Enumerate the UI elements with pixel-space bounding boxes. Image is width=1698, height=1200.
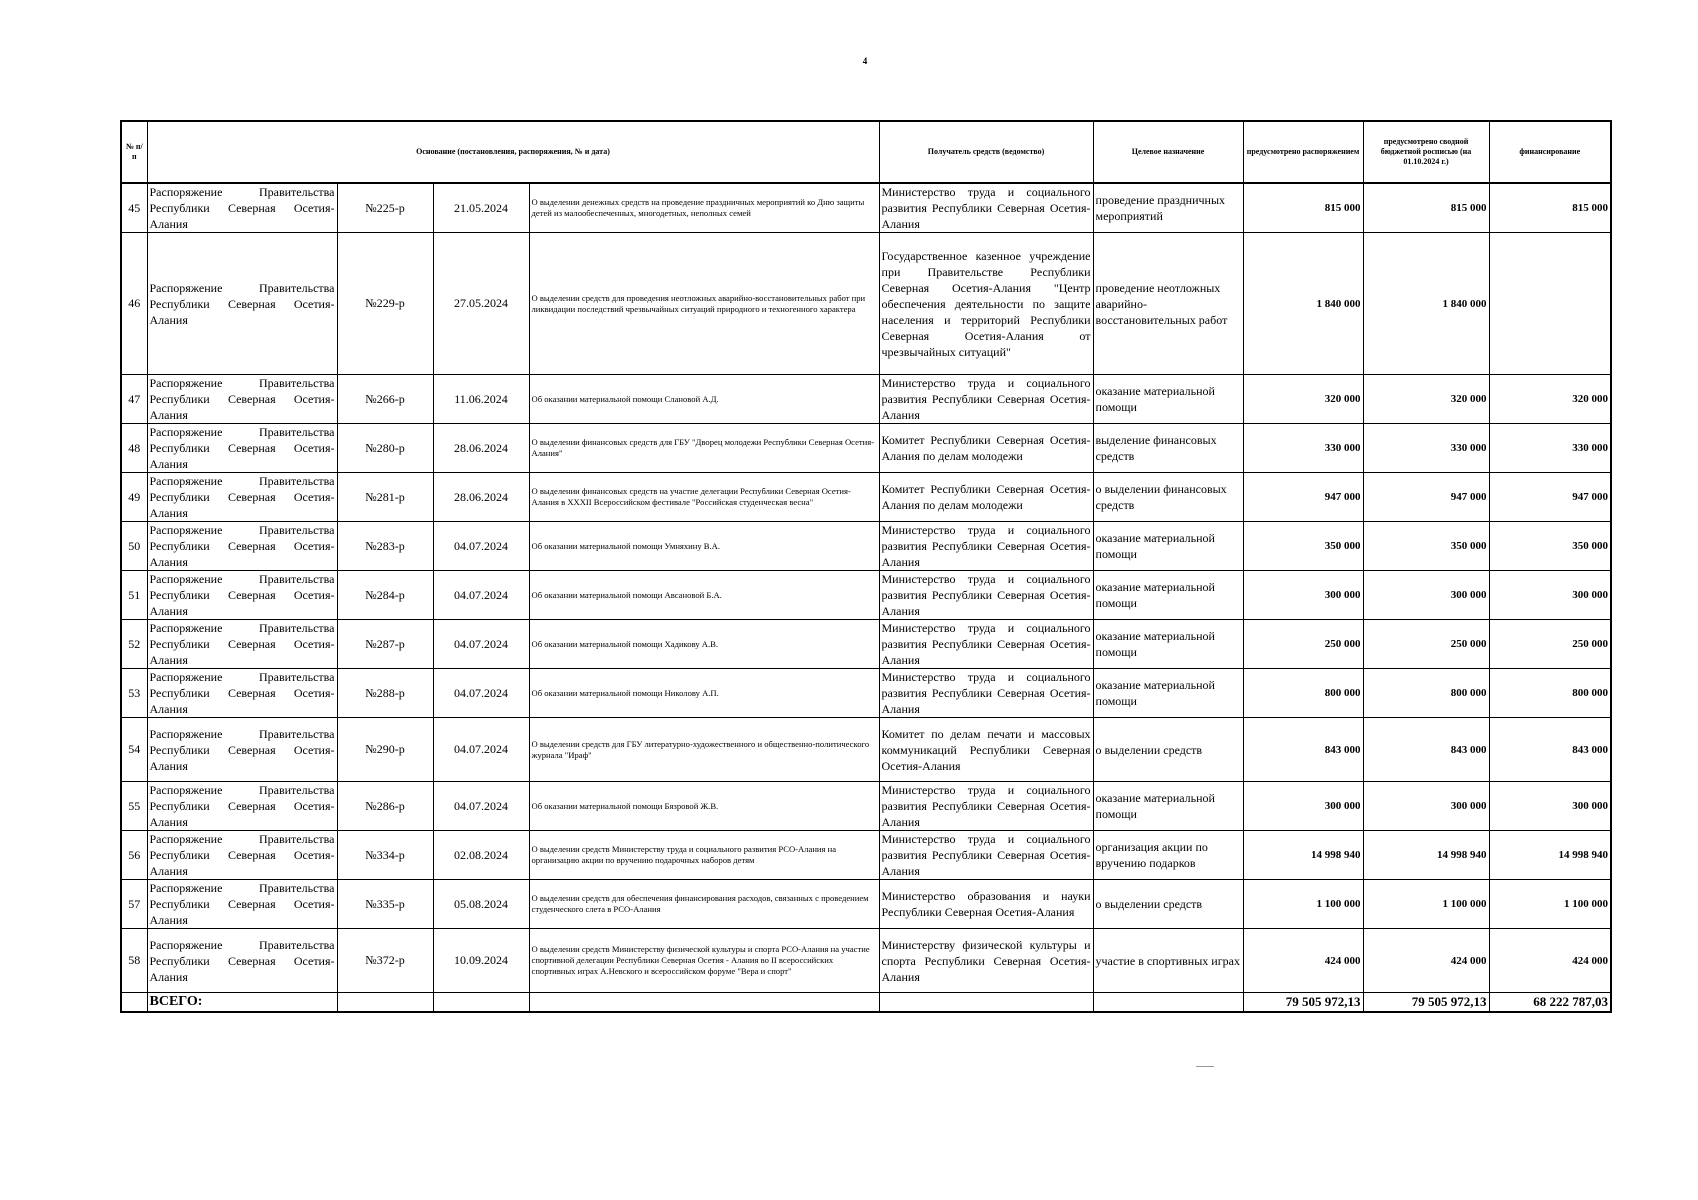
row-date: 04.07.2024 (433, 522, 529, 571)
row-basis: Распоряжение Правительства Республики Северная Осетия-Алания (147, 782, 337, 831)
row-basis: Распоряжение Правительства Республики Северная Осетия-Алания (147, 831, 337, 880)
row-date: 04.07.2024 (433, 620, 529, 669)
row-basis: Распоряжение Правительства Республики Северная Осетия-Алания (147, 183, 337, 233)
row-recipient: Министерство образования и науки Республики Северная Осетия-Алания (879, 880, 1093, 929)
row-planned-budget: 350 000 (1363, 522, 1489, 571)
row-date: 05.08.2024 (433, 880, 529, 929)
total-empty-date (433, 993, 529, 1013)
row-recipient: Государственное казенное учреждение при Правительстве Республики Северная Осетия-Алания "Центр обеспечения деятельности по защите населения и территорий Республики Северная Осетия-Алания от чрезвычайных ситуаций" (879, 233, 1093, 375)
row-recipient: Министерство труда и социального развития Республики Северная Осетия-Алания (879, 183, 1093, 233)
row-order: №284-р (337, 571, 433, 620)
header-planned-budget: предусмотрено сводной бюджетной росписью (на 01.10.2024 г.) (1363, 121, 1489, 183)
row-basis: Распоряжение Правительства Республики Северная Осетия-Алания (147, 522, 337, 571)
row-planned-budget: 330 000 (1363, 424, 1489, 473)
row-purpose: выделение финансовых средств (1093, 424, 1243, 473)
row-planned-budget: 300 000 (1363, 571, 1489, 620)
row-financing: 330 000 (1489, 424, 1611, 473)
row-financing: 250 000 (1489, 620, 1611, 669)
row-basis: Распоряжение Правительства Республики Северная Осетия-Алания (147, 571, 337, 620)
row-date: 11.06.2024 (433, 375, 529, 424)
row-purpose: оказание материальной помощи (1093, 620, 1243, 669)
row-planned-order: 1 100 000 (1243, 880, 1363, 929)
table-row (121, 183, 1611, 233)
row-order: №287-р (337, 620, 433, 669)
row-purpose: о выделении средств (1093, 880, 1243, 929)
row-planned-order: 350 000 (1243, 522, 1363, 571)
header-recipient: Получатель средств (ведомство) (879, 121, 1093, 183)
total-planned-order: 79 505 972,13 (1243, 993, 1363, 1013)
row-purpose: проведение праздничных мероприятий (1093, 183, 1243, 233)
row-purpose: оказание материальной помощи (1093, 782, 1243, 831)
total-planned-budget: 79 505 972,13 (1363, 993, 1489, 1013)
row-recipient: Министерство труда и социального развития Республики Северная Осетия-Алания (879, 375, 1093, 424)
row-order: №225-р (337, 183, 433, 233)
row-date: 04.07.2024 (433, 669, 529, 718)
row-basis: Распоряжение Правительства Республики Северная Осетия-Алания (147, 929, 337, 993)
row-financing (1489, 233, 1611, 375)
row-recipient: Министерство труда и социального развития Республики Северная Осетия-Алания (879, 571, 1093, 620)
row-num: 47 (121, 375, 147, 424)
row-order: №290-р (337, 718, 433, 782)
row-purpose: оказание материальной помощи (1093, 375, 1243, 424)
row-num: 57 (121, 880, 147, 929)
row-order: №280-р (337, 424, 433, 473)
total-label: ВСЕГО: (147, 993, 337, 1013)
row-num: 53 (121, 669, 147, 718)
row-planned-budget: 250 000 (1363, 620, 1489, 669)
row-order: №288-р (337, 669, 433, 718)
row-date: 28.06.2024 (433, 424, 529, 473)
row-date: 28.06.2024 (433, 473, 529, 522)
row-planned-order: 424 000 (1243, 929, 1363, 993)
row-planned-budget: 947 000 (1363, 473, 1489, 522)
table-row (121, 669, 1611, 718)
row-financing: 815 000 (1489, 183, 1611, 233)
row-num: 58 (121, 929, 147, 993)
row-order: №286-р (337, 782, 433, 831)
total-financing: 68 222 787,03 (1489, 993, 1611, 1013)
row-num: 56 (121, 831, 147, 880)
row-planned-order: 250 000 (1243, 620, 1363, 669)
row-order: №372-р (337, 929, 433, 993)
row-description: О выделении финансовых средств для ГБУ "Дворец молодежи Республики Северная Осетия-Алания" (529, 424, 879, 473)
total-empty-order (337, 993, 433, 1013)
table-row (121, 473, 1611, 522)
row-description: Об оказании материальной помощи Николову А.П. (529, 669, 879, 718)
row-financing: 800 000 (1489, 669, 1611, 718)
header-num: № п/п (121, 121, 147, 183)
row-date: 21.05.2024 (433, 183, 529, 233)
row-purpose: оказание материальной помощи (1093, 669, 1243, 718)
row-num: 51 (121, 571, 147, 620)
total-empty-recipient (879, 993, 1093, 1013)
row-recipient: Комитет Республики Северная Осетия-Алания по делам молодежи (879, 424, 1093, 473)
row-description: О выделении денежных средств на проведение праздничных мероприятий ко Дню защиты детей из малообеспеченных, многодетных, неполных семей (529, 183, 879, 233)
table-row (121, 880, 1611, 929)
row-purpose: о выделении средств (1093, 718, 1243, 782)
row-recipient: Министерство труда и социального развития Республики Северная Осетия-Алания (879, 522, 1093, 571)
row-planned-order: 947 000 (1243, 473, 1363, 522)
header-purpose: Целевое назначение (1093, 121, 1243, 183)
table-row (121, 522, 1611, 571)
row-planned-order: 843 000 (1243, 718, 1363, 782)
row-planned-budget: 14 998 940 (1363, 831, 1489, 880)
row-basis: Распоряжение Правительства Республики Северная Осетия-Алания (147, 718, 337, 782)
row-num: 52 (121, 620, 147, 669)
table-body (121, 183, 1611, 993)
row-date: 04.07.2024 (433, 782, 529, 831)
row-date: 02.08.2024 (433, 831, 529, 880)
total-empty-purpose (1093, 993, 1243, 1013)
budget-table (120, 120, 1612, 1013)
row-planned-order: 300 000 (1243, 782, 1363, 831)
header-planned-order: предусмотрено распоряжением (1243, 121, 1363, 183)
row-recipient: Комитет Республики Северная Осетия-Алания по делам молодежи (879, 473, 1093, 522)
row-planned-budget: 800 000 (1363, 669, 1489, 718)
row-basis: Распоряжение Правительства Республики Северная Осетия-Алания (147, 473, 337, 522)
table-row (121, 929, 1611, 993)
row-order: №283-р (337, 522, 433, 571)
row-description: Об оказании материальной помощи Авсановой Б.А. (529, 571, 879, 620)
row-description: Об оказании материальной помощи Хадикову А.В. (529, 620, 879, 669)
row-purpose: организация акции по вручению подарков (1093, 831, 1243, 880)
row-date: 10.09.2024 (433, 929, 529, 993)
row-order: №335-р (337, 880, 433, 929)
row-order: №281-р (337, 473, 433, 522)
row-basis: Распоряжение Правительства Республики Северная Осетия-Алания (147, 880, 337, 929)
row-financing: 300 000 (1489, 782, 1611, 831)
table-row (121, 831, 1611, 880)
row-purpose: оказание материальной помощи (1093, 522, 1243, 571)
row-num: 49 (121, 473, 147, 522)
total-empty-num (121, 993, 147, 1013)
header-financing: финансирование (1489, 121, 1611, 183)
row-basis: Распоряжение Правительства Республики Северная Осетия-Алания (147, 424, 337, 473)
row-purpose: о выделении финансовых средств (1093, 473, 1243, 522)
row-description: О выделении средств Министерству труда и социального развития РСО-Алания на организацию акции по вручению подарочных наборов детям (529, 831, 879, 880)
row-num: 48 (121, 424, 147, 473)
header-basis: Основание (постановления, распоряжения, № и дата) (147, 121, 879, 183)
row-order: №334-р (337, 831, 433, 880)
row-financing: 843 000 (1489, 718, 1611, 782)
row-description: О выделении средств для ГБУ литературно-художественного и общественно-политического журнала "Ираф" (529, 718, 879, 782)
row-planned-order: 320 000 (1243, 375, 1363, 424)
table-row (121, 718, 1611, 782)
table-header-row (121, 121, 1611, 183)
row-order: №266-р (337, 375, 433, 424)
row-planned-order: 1 840 000 (1243, 233, 1363, 375)
table-row (121, 424, 1611, 473)
row-recipient: Министерство труда и социального развития Республики Северная Осетия-Алания (879, 669, 1093, 718)
row-recipient: Министерству физической культуры и спорта Республики Северная Осетия-Алания (879, 929, 1093, 993)
row-planned-budget: 843 000 (1363, 718, 1489, 782)
row-description: Об оказании материальной помощи Слановой А.Д. (529, 375, 879, 424)
row-date: 04.07.2024 (433, 718, 529, 782)
row-planned-order: 800 000 (1243, 669, 1363, 718)
row-planned-budget: 1 840 000 (1363, 233, 1489, 375)
row-description: О выделении средств для проведения неотложных аварийно-восстановительных работ при ликвидации последствий чрезвычайных ситуаций природного и техногенного характера (529, 233, 879, 375)
page-number: 4 (862, 56, 868, 66)
row-recipient: Министерство труда и социального развития Республики Северная Осетия-Алания (879, 782, 1093, 831)
row-planned-order: 300 000 (1243, 571, 1363, 620)
row-num: 54 (121, 718, 147, 782)
row-num: 55 (121, 782, 147, 831)
row-financing: 320 000 (1489, 375, 1611, 424)
row-purpose: оказание материальной помощи (1093, 571, 1243, 620)
row-recipient: Министерство труда и социального развития Республики Северная Осетия-Алания (879, 831, 1093, 880)
table-row (121, 233, 1611, 375)
row-planned-budget: 424 000 (1363, 929, 1489, 993)
row-num: 45 (121, 183, 147, 233)
row-financing: 424 000 (1489, 929, 1611, 993)
row-financing: 947 000 (1489, 473, 1611, 522)
row-basis: Распоряжение Правительства Республики Северная Осетия-Алания (147, 233, 337, 375)
row-date: 27.05.2024 (433, 233, 529, 375)
total-row (121, 993, 1611, 1013)
table-row (121, 571, 1611, 620)
row-description: О выделении финансовых средств на участие делегации Республики Северная Осетия-Алания в XXXII Всероссийском фестивале "Российская студенческая весна" (529, 473, 879, 522)
row-description: Об оказании материальной помощи Умняхину В.А. (529, 522, 879, 571)
row-description: О выделении средств Министерству физической культуры и спорта РСО-Алания на участие спортивной делегации Республики Северная Осетия - Алания во II всероссийских спортивных играх А.Невского и всероссийском форуме "Вера и спорт" (529, 929, 879, 993)
row-basis: Распоряжение Правительства Республики Северная Осетия-Алания (147, 620, 337, 669)
row-financing: 1 100 000 (1489, 880, 1611, 929)
table-row (121, 375, 1611, 424)
row-purpose: участие в спортивных играх (1093, 929, 1243, 993)
row-num: 46 (121, 233, 147, 375)
row-financing: 350 000 (1489, 522, 1611, 571)
row-planned-order: 330 000 (1243, 424, 1363, 473)
row-planned-budget: 300 000 (1363, 782, 1489, 831)
row-num: 50 (121, 522, 147, 571)
row-description: Об оказании материальной помощи Бязровой Ж.В. (529, 782, 879, 831)
row-order: №229-р (337, 233, 433, 375)
row-planned-order: 815 000 (1243, 183, 1363, 233)
row-planned-budget: 815 000 (1363, 183, 1489, 233)
scan-mark (1196, 1066, 1214, 1067)
row-basis: Распоряжение Правительства Республики Северная Осетия-Алания (147, 669, 337, 718)
row-planned-order: 14 998 940 (1243, 831, 1363, 880)
row-recipient: Министерство труда и социального развития Республики Северная Осетия-Алания (879, 620, 1093, 669)
row-financing: 14 998 940 (1489, 831, 1611, 880)
row-recipient: Комитет по делам печати и массовых коммуникаций Республики Северная Осетия-Алания (879, 718, 1093, 782)
table-row (121, 620, 1611, 669)
table-row (121, 782, 1611, 831)
row-purpose: проведение неотложных аварийно-восстановительных работ (1093, 233, 1243, 375)
row-financing: 300 000 (1489, 571, 1611, 620)
row-basis: Распоряжение Правительства Республики Северная Осетия-Алания (147, 375, 337, 424)
row-date: 04.07.2024 (433, 571, 529, 620)
row-planned-budget: 1 100 000 (1363, 880, 1489, 929)
row-planned-budget: 320 000 (1363, 375, 1489, 424)
row-description: О выделении средств для обеспечения финансирования расходов, связанных с проведением студенческого слета в РСО-Алания (529, 880, 879, 929)
total-empty-desc (529, 993, 879, 1013)
